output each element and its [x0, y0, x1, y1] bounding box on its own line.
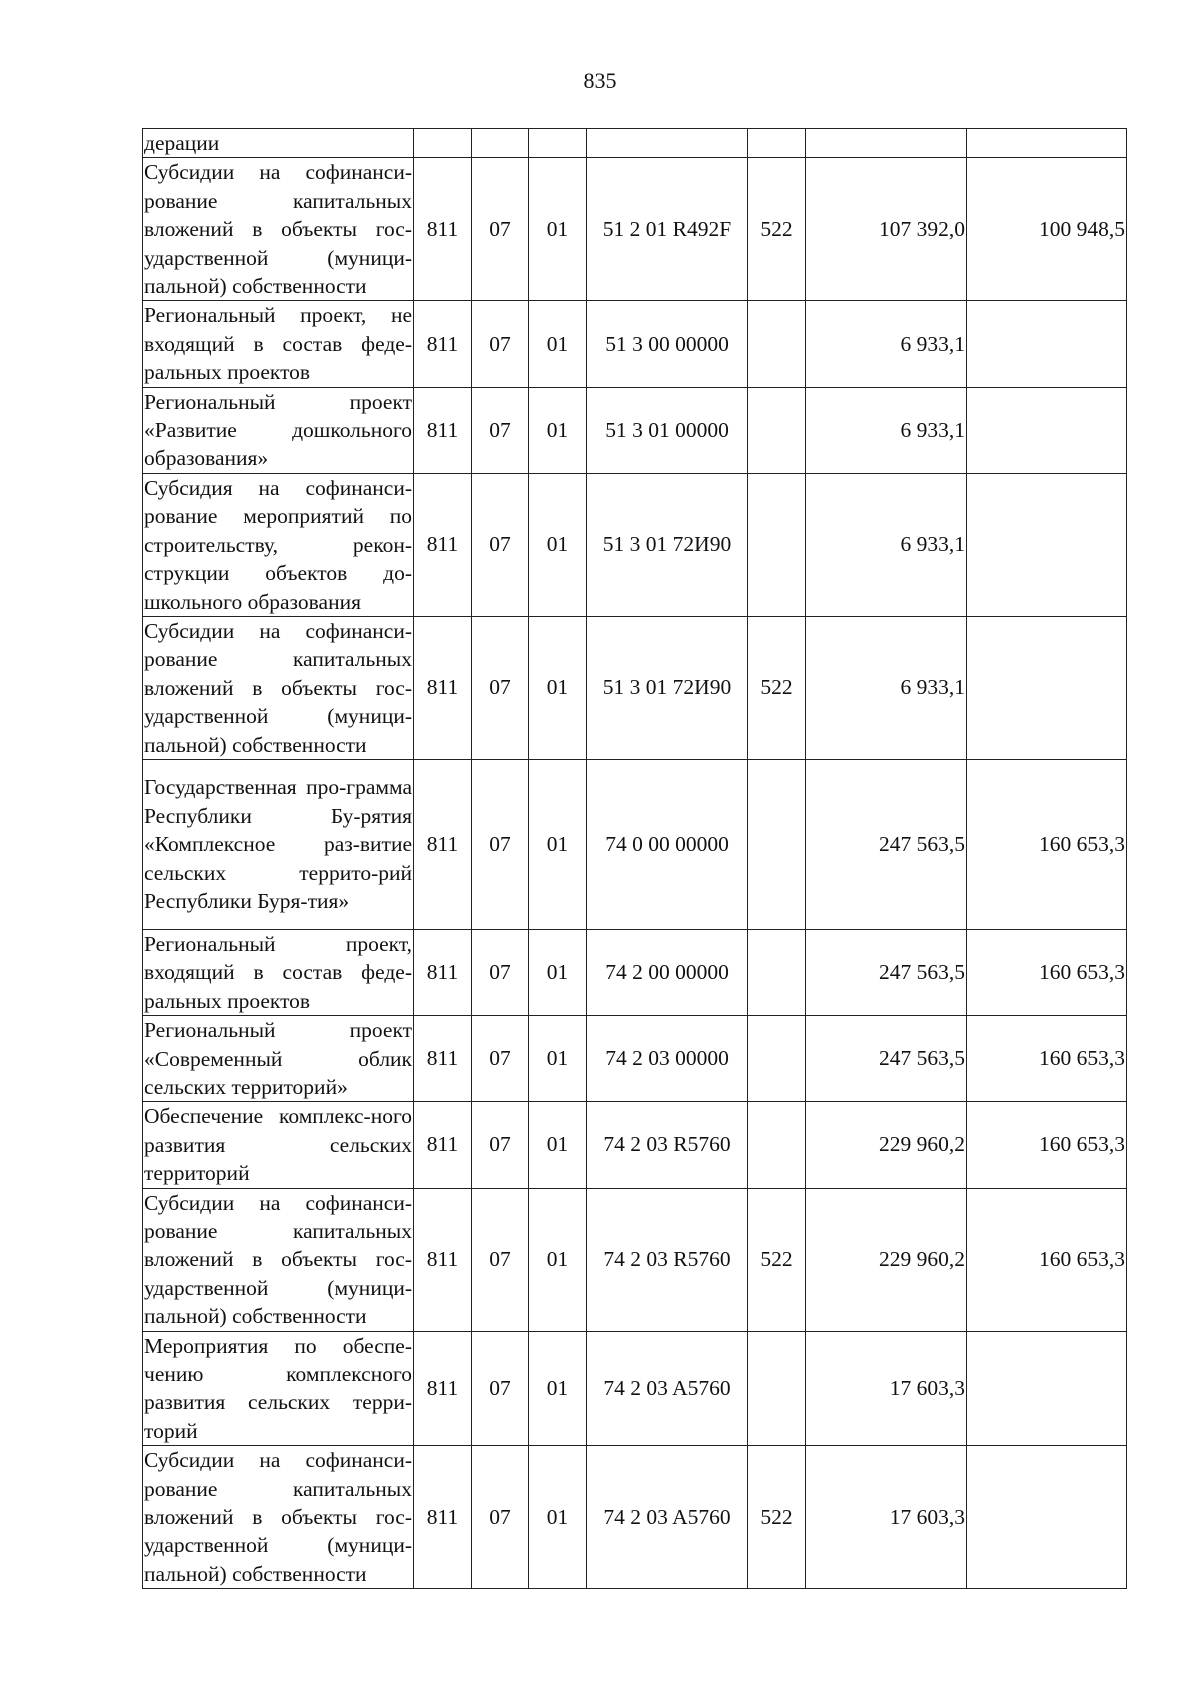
target-item-code-cell: 74 2 00 00000 — [587, 929, 748, 1015]
amount-second-cell: 160 653,3 — [967, 1188, 1127, 1331]
expense-type-code-cell — [748, 929, 806, 1015]
table-row — [143, 158, 1127, 301]
admin-code-cell: 811 — [414, 1331, 472, 1446]
section-code-cell: 07 — [472, 1446, 529, 1589]
amount-first-cell — [806, 129, 967, 158]
subsection-code-cell: 01 — [529, 1016, 587, 1102]
admin-code-cell: 811 — [414, 158, 472, 301]
section-code-cell: 07 — [472, 387, 529, 473]
item-name-cell: Субсидии на софинанси-рование капитальных вложений в объекты гос-ударственной (муници-пальной) собственности — [143, 616, 414, 759]
target-item-code-cell: 51 3 01 72И90 — [587, 616, 748, 759]
target-item-code-cell: 74 0 00 00000 — [587, 759, 748, 929]
item-name-cell: Субсидии на софинанси-рование капитальных вложений в объекты гос-ударственной (муници-пальной) собственности — [143, 158, 414, 301]
amount-first-cell: 6 933,1 — [806, 301, 967, 387]
subsection-code-cell: 01 — [529, 1446, 587, 1589]
amount-first-cell: 6 933,1 — [806, 616, 967, 759]
item-name-cell: Региональный проект «Развитие дошкольного образования» — [143, 387, 414, 473]
section-code-cell — [472, 129, 529, 158]
amount-first-cell: 6 933,1 — [806, 387, 967, 473]
target-item-code-cell: 74 2 03 R5760 — [587, 1102, 748, 1188]
target-item-code-cell: 74 2 03 A5760 — [587, 1331, 748, 1446]
section-code-cell: 07 — [472, 158, 529, 301]
item-name-cell: Мероприятия по обеспе-чению комплексного развития сельских терри-торий — [143, 1331, 414, 1446]
amount-first-cell: 247 563,5 — [806, 759, 967, 929]
amount-first-cell: 247 563,5 — [806, 929, 967, 1015]
admin-code-cell: 811 — [414, 1446, 472, 1589]
subsection-code-cell: 01 — [529, 929, 587, 1015]
amount-second-cell: 160 653,3 — [967, 929, 1127, 1015]
expense-type-code-cell — [748, 129, 806, 158]
admin-code-cell: 811 — [414, 1102, 472, 1188]
expense-type-code-cell — [748, 1331, 806, 1446]
amount-first-cell: 17 603,3 — [806, 1446, 967, 1589]
amount-second-cell: 160 653,3 — [967, 1016, 1127, 1102]
admin-code-cell — [414, 129, 472, 158]
section-code-cell: 07 — [472, 1188, 529, 1331]
table-row — [143, 1188, 1127, 1331]
subsection-code-cell: 01 — [529, 387, 587, 473]
target-item-code-cell: 74 2 03 A5760 — [587, 1446, 748, 1589]
expense-type-code-cell: 522 — [748, 616, 806, 759]
amount-second-cell: 160 653,3 — [967, 759, 1127, 929]
amount-second-cell: 100 948,5 — [967, 158, 1127, 301]
amount-first-cell: 6 933,1 — [806, 473, 967, 616]
target-item-code-cell: 51 3 01 00000 — [587, 387, 748, 473]
target-item-code-cell: 51 3 00 00000 — [587, 301, 748, 387]
item-name-cell: Региональный проект, входящий в состав феде-ральных проектов — [143, 929, 414, 1015]
amount-second-cell — [967, 473, 1127, 616]
table-row — [143, 1446, 1127, 1589]
target-item-code-cell: 51 2 01 R492F — [587, 158, 748, 301]
amount-second-cell — [967, 1331, 1127, 1446]
expense-type-code-cell — [748, 387, 806, 473]
table-row — [143, 759, 1127, 929]
target-item-code-cell: 74 2 03 R5760 — [587, 1188, 748, 1331]
section-code-cell: 07 — [472, 929, 529, 1015]
subsection-code-cell: 01 — [529, 158, 587, 301]
item-name-cell: Субсидия на софинанси-рование мероприятий по строительству, рекон-струкции объектов до-школьного образования — [143, 473, 414, 616]
subsection-code-cell: 01 — [529, 1188, 587, 1331]
table-row — [143, 1331, 1127, 1446]
section-code-cell: 07 — [472, 473, 529, 616]
target-item-code-cell — [587, 129, 748, 158]
page-number: 835 — [583, 68, 617, 93]
item-name-cell: дерации — [143, 129, 414, 158]
table-row — [143, 1016, 1127, 1102]
expense-type-code-cell — [748, 301, 806, 387]
section-code-cell: 07 — [472, 1331, 529, 1446]
subsection-code-cell: 01 — [529, 301, 587, 387]
table-row — [143, 929, 1127, 1015]
amount-second-cell — [967, 616, 1127, 759]
item-name-cell: Субсидии на софинанси-рование капитальных вложений в объекты гос-ударственной (муници-пальной) собственности — [143, 1446, 414, 1589]
section-code-cell: 07 — [472, 616, 529, 759]
item-name-cell: Обеспечение комплекс-ного развития сельских территорий — [143, 1102, 414, 1188]
table-row — [143, 1102, 1127, 1188]
subsection-code-cell: 01 — [529, 1331, 587, 1446]
subsection-code-cell — [529, 129, 587, 158]
table-row — [143, 387, 1127, 473]
admin-code-cell: 811 — [414, 301, 472, 387]
amount-first-cell: 247 563,5 — [806, 1016, 967, 1102]
amount-first-cell: 107 392,0 — [806, 158, 967, 301]
target-item-code-cell: 74 2 03 00000 — [587, 1016, 748, 1102]
expense-type-code-cell: 522 — [748, 1446, 806, 1589]
amount-first-cell: 17 603,3 — [806, 1331, 967, 1446]
expense-type-code-cell — [748, 1016, 806, 1102]
admin-code-cell: 811 — [414, 616, 472, 759]
section-code-cell: 07 — [472, 759, 529, 929]
expense-type-code-cell: 522 — [748, 158, 806, 301]
subsection-code-cell: 01 — [529, 616, 587, 759]
table-row — [143, 473, 1127, 616]
admin-code-cell: 811 — [414, 759, 472, 929]
expense-type-code-cell: 522 — [748, 1188, 806, 1331]
expense-type-code-cell — [748, 1102, 806, 1188]
admin-code-cell: 811 — [414, 473, 472, 616]
subsection-code-cell: 01 — [529, 473, 587, 616]
amount-second-cell: 160 653,3 — [967, 1102, 1127, 1188]
target-item-code-cell: 51 3 01 72И90 — [587, 473, 748, 616]
subsection-code-cell: 01 — [529, 1102, 587, 1188]
table-row — [143, 301, 1127, 387]
budget-table — [142, 128, 1127, 1589]
amount-second-cell — [967, 1446, 1127, 1589]
admin-code-cell: 811 — [414, 387, 472, 473]
admin-code-cell: 811 — [414, 1016, 472, 1102]
admin-code-cell: 811 — [414, 1188, 472, 1331]
item-name-cell: Региональный проект «Современный облик сельских территорий» — [143, 1016, 414, 1102]
section-code-cell: 07 — [472, 1102, 529, 1188]
table-row — [143, 616, 1127, 759]
amount-first-cell: 229 960,2 — [806, 1188, 967, 1331]
amount-first-cell: 229 960,2 — [806, 1102, 967, 1188]
admin-code-cell: 811 — [414, 929, 472, 1015]
item-name-cell: Региональный проект, не входящий в состав феде-ральных проектов — [143, 301, 414, 387]
expense-type-code-cell — [748, 473, 806, 616]
item-name-cell: Субсидии на софинанси-рование капитальных вложений в объекты гос-ударственной (муници-пальной) собственности — [143, 1188, 414, 1331]
budget-table-body — [143, 129, 1127, 1589]
expense-type-code-cell — [748, 759, 806, 929]
item-name-cell: Государственная про-грамма Республики Бу-рятия «Комплексное раз-витие сельских террито-рий Республики Буря-тия» — [143, 759, 414, 929]
amount-second-cell — [967, 301, 1127, 387]
section-code-cell: 07 — [472, 1016, 529, 1102]
table-row — [143, 129, 1127, 158]
section-code-cell: 07 — [472, 301, 529, 387]
subsection-code-cell: 01 — [529, 759, 587, 929]
amount-second-cell — [967, 387, 1127, 473]
amount-second-cell — [967, 129, 1127, 158]
